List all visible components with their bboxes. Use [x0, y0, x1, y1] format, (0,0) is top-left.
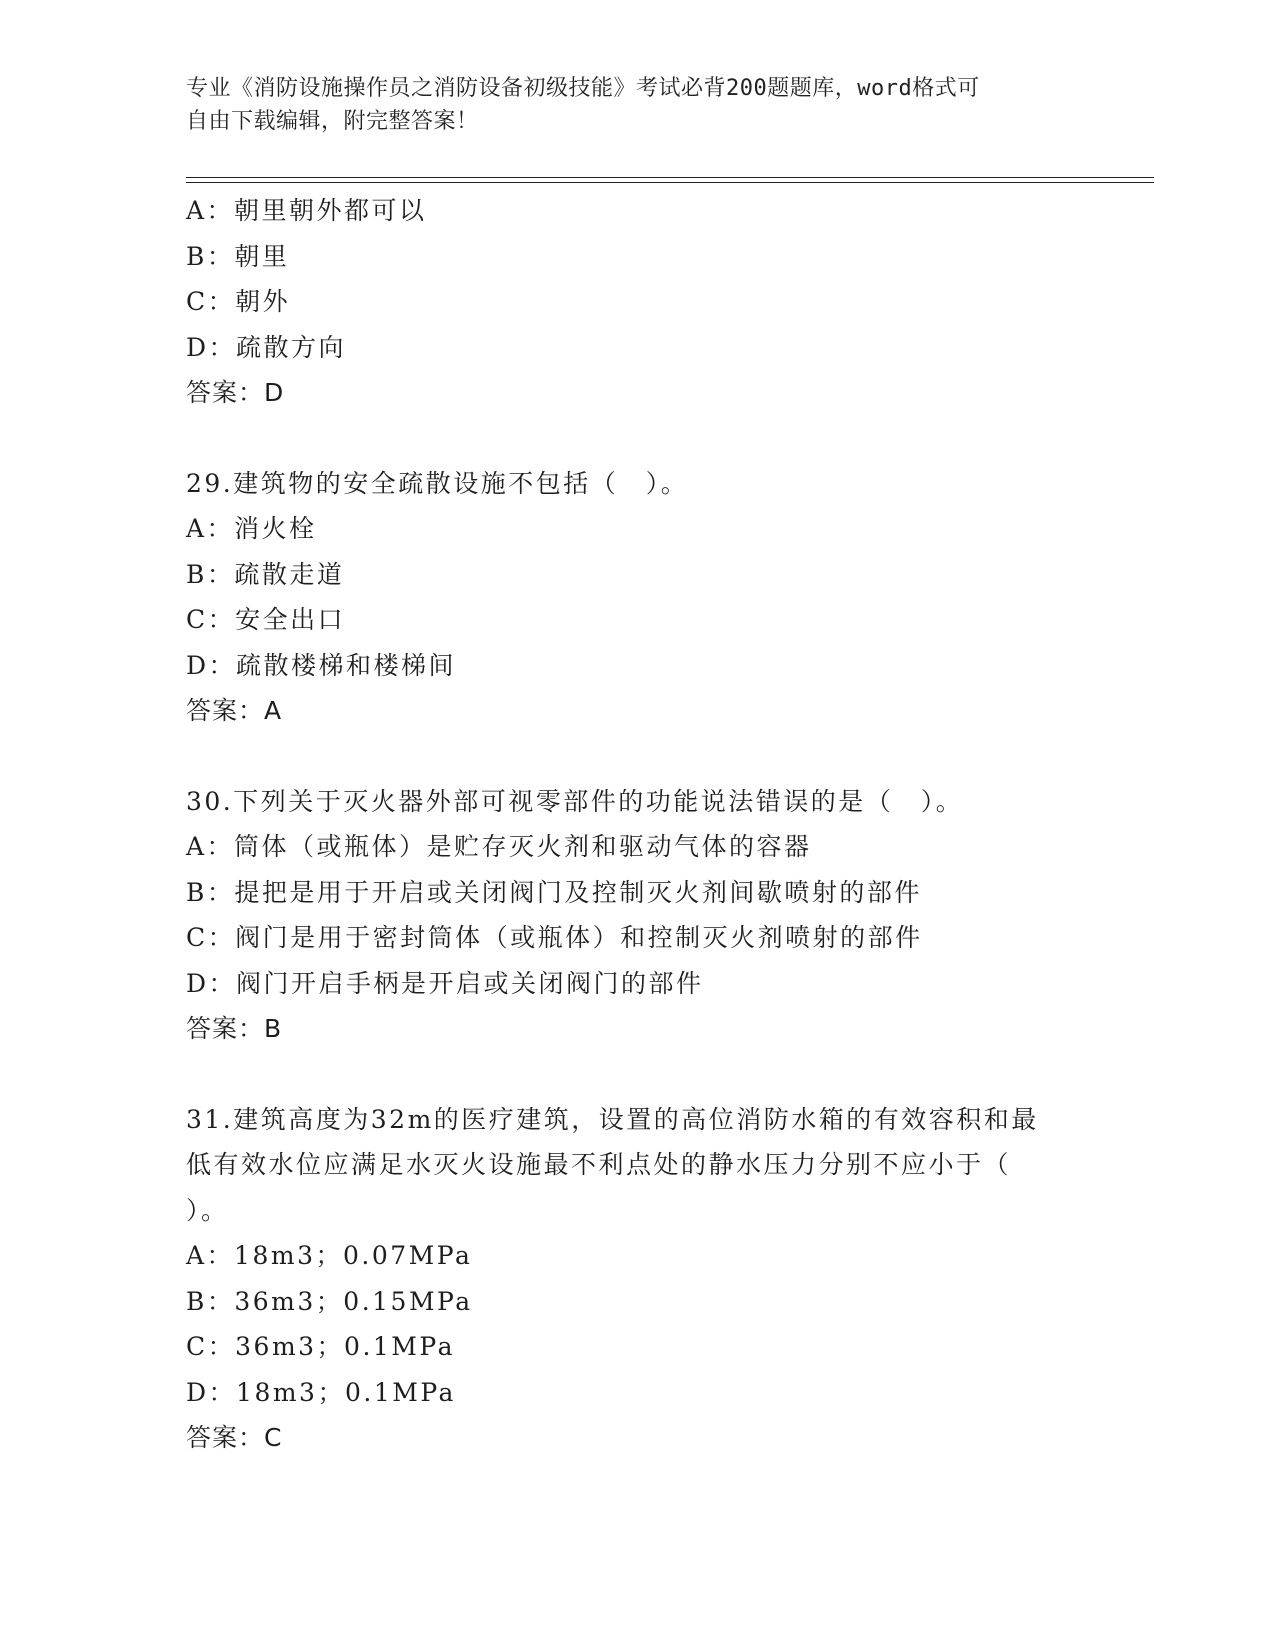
- question-list: [186, 188, 1086, 1461]
- question-29-block: [186, 461, 1086, 734]
- option-c: C：阀门是用于密封筒体（或瓶体）和控制灭火剂喷射的部件: [186, 923, 923, 952]
- header-line-1: 专业《消防设施操作员之消防设备初级技能》考试必背200题题库，word格式可: [186, 76, 980, 101]
- option-d: D：疏散方向: [186, 332, 347, 362]
- option-b: B：疏散走道: [186, 559, 345, 589]
- option-a: A：消火栓: [186, 514, 317, 543]
- spacer: [186, 1052, 1086, 1097]
- page-header: [186, 72, 1066, 138]
- header-divider-thin: [186, 182, 1154, 183]
- question-text-line-3: ）。: [186, 1195, 229, 1225]
- header-line-2: 自由下载编辑，附完整答案！: [186, 109, 479, 134]
- question-31-block: [186, 1097, 1086, 1461]
- question-text: 29.建筑物的安全疏散设施不包括（ ）。: [186, 468, 689, 498]
- answer-line: 答案：D: [186, 378, 285, 407]
- question-text-line-2: 低有效水位应满足水灭火设施最不利点处的静水压力分别不应小于（: [186, 1150, 1012, 1179]
- option-a: A：18m3；0.07MPa: [186, 1241, 473, 1270]
- answer-line: 答案：C: [186, 1423, 283, 1452]
- answer-line: 答案：A: [186, 696, 283, 725]
- option-b: B：36m3；0.15MPa: [186, 1286, 473, 1316]
- option-d: D：疏散楼梯和楼梯间: [186, 650, 457, 680]
- question-text-line-1: 31.建筑高度为32m的医疗建筑，设置的高位消防水箱的有效容积和最: [186, 1104, 1039, 1134]
- question-30-block: [186, 779, 1086, 1052]
- option-b: B：提把是用于开启或关闭阀门及控制灭火剂间歇喷射的部件: [186, 877, 922, 907]
- spacer: [186, 416, 1086, 461]
- option-c: C：36m3；0.1MPa: [186, 1332, 456, 1361]
- option-b: B：朝里: [186, 241, 290, 271]
- question-text: 30.下列关于灭火器外部可视零部件的功能说法错误的是（ ）。: [186, 786, 964, 816]
- option-c: C：朝外: [186, 287, 291, 316]
- spacer: [186, 734, 1086, 779]
- option-a: A：朝里朝外都可以: [186, 196, 427, 225]
- question-28-block: [186, 188, 1086, 416]
- option-d: D：阀门开启手柄是开启或关闭阀门的部件: [186, 968, 704, 998]
- option-d: D：18m3；0.1MPa: [186, 1377, 456, 1407]
- option-a: A：筒体（或瓶体）是贮存灭火剂和驱动气体的容器: [186, 832, 812, 861]
- header-divider-thick: [186, 177, 1154, 178]
- answer-line: 答案：B: [186, 1014, 283, 1043]
- option-c: C：安全出口: [186, 605, 346, 634]
